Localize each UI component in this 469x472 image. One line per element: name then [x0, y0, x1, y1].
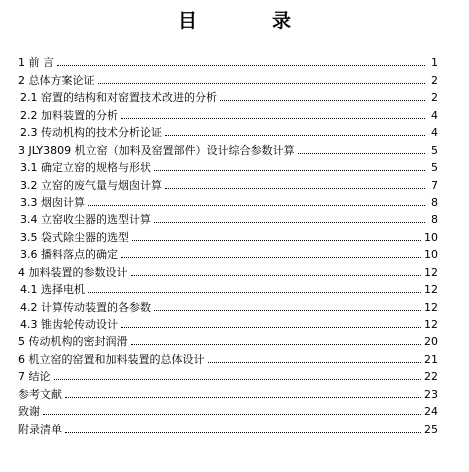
- toc-entry-text: 参考文献: [18, 387, 62, 401]
- toc-list: [18, 52, 438, 436]
- toc-entry[interactable]: [18, 192, 438, 209]
- toc-dot-leader: [88, 205, 425, 206]
- toc-entry-text: 3.6 播料落点的确定: [20, 248, 118, 262]
- toc-dot-leader: [154, 222, 425, 223]
- toc-page-number: 2: [431, 73, 438, 87]
- toc-page-number: 12: [424, 318, 438, 331]
- toc-entry[interactable]: [18, 279, 438, 296]
- toc-dot-leader: [65, 432, 421, 433]
- toc-entry-text: 4 加料装置的参数设计: [18, 265, 128, 279]
- toc-dot-leader: [121, 118, 425, 119]
- toc-entry[interactable]: [18, 52, 438, 69]
- toc-entry[interactable]: [18, 314, 438, 331]
- toc-entry[interactable]: [18, 69, 438, 86]
- toc-entry[interactable]: [18, 104, 438, 121]
- toc-entry-text: 3 JLY3809 机立窑（加料及窑置部件）设计综合参数计算: [18, 143, 295, 157]
- toc-page-number: 1: [431, 56, 438, 70]
- toc-entry[interactable]: [18, 122, 438, 139]
- toc-entry[interactable]: [18, 226, 438, 243]
- toc-entry[interactable]: [18, 331, 438, 348]
- toc-dot-leader: [131, 344, 422, 345]
- toc-entry[interactable]: [18, 401, 438, 418]
- toc-page-number: 2: [431, 91, 438, 105]
- toc-entry[interactable]: [18, 348, 438, 365]
- toc-dot-leader: [154, 310, 421, 311]
- toc-entry[interactable]: [18, 383, 438, 400]
- toc-title: 目 录: [177, 10, 319, 32]
- toc-entry[interactable]: [18, 244, 438, 261]
- toc-page-number: 7: [431, 178, 438, 192]
- toc-entry-text: 7 结论: [18, 370, 51, 384]
- toc-dot-leader: [208, 362, 422, 363]
- toc-entry[interactable]: [18, 296, 438, 313]
- toc-entry[interactable]: [18, 209, 438, 226]
- toc-entry[interactable]: [18, 418, 438, 435]
- toc-entry-text: 3.2 立窑的废气量与烟囱计算: [20, 178, 162, 192]
- toc-page-number: 23: [424, 387, 438, 401]
- toc-page-number: 22: [424, 370, 438, 384]
- toc-entry-text: 4.1 选择电机: [20, 283, 85, 297]
- toc-entry-text: 3.5 袋式除尘器的选型: [20, 230, 129, 244]
- toc-dot-leader: [154, 170, 425, 171]
- toc-entry[interactable]: [18, 174, 438, 191]
- toc-page-number: 24: [424, 405, 438, 419]
- toc-dot-leader: [131, 275, 422, 276]
- toc-entry-text: 3.3 烟囱计算: [20, 195, 85, 209]
- toc-entry[interactable]: [18, 139, 438, 156]
- toc-page-number: 12: [424, 283, 438, 297]
- toc-entry-text: 1 前 言: [18, 56, 54, 70]
- toc-page-number: 25: [424, 422, 438, 436]
- toc-entry-text: 2.2 加料装置的分析: [20, 108, 118, 122]
- toc-entry-text: 6 机立窑的窑置和加料装置的总体设计: [18, 352, 205, 366]
- toc-dot-leader: [298, 153, 425, 154]
- toc-dot-leader: [54, 379, 422, 380]
- toc-entry-text: 3.4 立窑收尘器的选型计算: [20, 213, 151, 227]
- toc-dot-leader: [165, 188, 425, 189]
- toc-dot-leader: [43, 414, 421, 415]
- toc-entry-text: 4.3 锥齿轮传动设计: [20, 318, 118, 331]
- toc-page-number: 5: [431, 143, 438, 157]
- toc-dot-leader: [121, 327, 421, 328]
- toc-entry-text: 5 传动机构的密封润滑: [18, 335, 128, 349]
- toc-page-number: 21: [424, 352, 438, 366]
- toc-page-number: 8: [431, 213, 438, 227]
- toc-dot-leader: [57, 65, 425, 66]
- toc-entry-text: 2.3 传动机构的技术分析论证: [20, 126, 162, 140]
- toc-entry-text: 4.2 计算传动装置的各参数: [20, 300, 151, 314]
- toc-dot-leader: [88, 292, 421, 293]
- toc-page-number: 12: [424, 265, 438, 279]
- toc-entry-text: 致谢: [18, 405, 40, 419]
- toc-page-number: 4: [431, 126, 438, 140]
- toc-entry[interactable]: [18, 261, 438, 278]
- toc-entry-text: 2.1 窑置的结构和对窑置技术改进的分析: [20, 91, 217, 105]
- toc-page-number: 10: [424, 248, 438, 262]
- toc-entry[interactable]: [18, 87, 438, 104]
- toc-dot-leader: [165, 135, 425, 136]
- toc-entry-text: 附录清单: [18, 422, 62, 436]
- toc-dot-leader: [121, 257, 421, 258]
- toc-page-number: 4: [431, 108, 438, 122]
- toc-dot-leader: [65, 397, 421, 398]
- toc-entry[interactable]: [18, 157, 438, 174]
- toc-entry[interactable]: [18, 366, 438, 383]
- toc-page-number: 12: [424, 300, 438, 314]
- toc-entry-text: 2 总体方案论证: [18, 73, 95, 87]
- toc-page-number: 10: [424, 230, 438, 244]
- toc-entry-text: 3.1 确定立窑的规格与形状: [20, 161, 151, 175]
- toc-dot-leader: [98, 83, 426, 84]
- toc-dot-leader: [132, 240, 421, 241]
- toc-page-number: 5: [431, 161, 438, 175]
- toc-dot-leader: [220, 100, 425, 101]
- toc-page-number: 20: [424, 335, 438, 349]
- toc-page-number: 8: [431, 195, 438, 209]
